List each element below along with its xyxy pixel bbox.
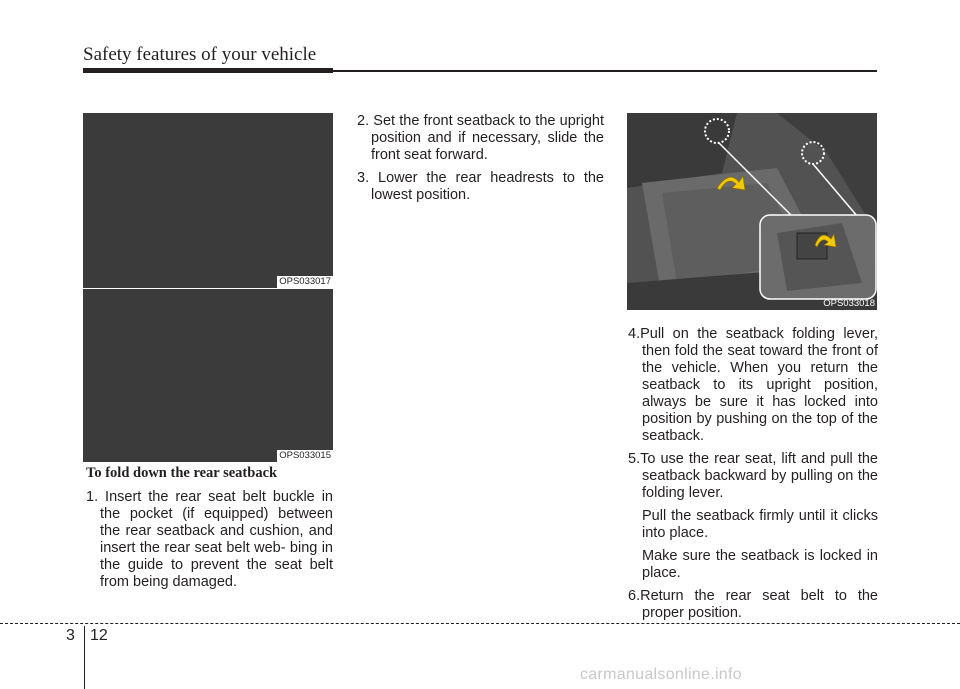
- step-6: 6.Return the rear seat belt to the proper position.: [628, 588, 878, 621]
- footer-page-number: 12: [90, 627, 108, 644]
- step-5: 5.To use the rear seat, lift and pull the seatback backward by pulling on the folding lever.: [628, 451, 878, 501]
- step-1: 1. Insert the rear seat belt buckle in the pocket (if equipped) between the rear seatback and cushion, and insert the rear seat belt web- bing in the guide to prevent the seat belt from being damaged.: [86, 489, 333, 590]
- header-rule-thick: [83, 68, 333, 73]
- watermark: carmanualsonline.info: [580, 666, 742, 683]
- section-heading: To fold down the rear seatback: [86, 465, 278, 481]
- seat-illustration: [627, 113, 877, 310]
- footer-rule: [0, 623, 960, 624]
- step-5-note-2: Make sure the seatback is locked in place.: [642, 548, 878, 581]
- figure-label: OPS033018: [823, 298, 875, 309]
- header-rule-thin: [333, 70, 877, 72]
- right-column-text: [628, 326, 878, 628]
- step-5-note-1: Pull the seatback firmly until it clicks into place.: [642, 508, 878, 541]
- figure-label: OPS033017: [279, 276, 331, 287]
- page-header-title: Safety features of your vehicle: [83, 44, 317, 65]
- figure-top-left: [83, 113, 333, 288]
- left-column-text: [86, 489, 333, 597]
- figure-right-seat: [627, 113, 877, 310]
- step-3: 3. Lower the rear headrests to the lowest position.: [357, 170, 604, 203]
- figure-bottom-left: [83, 289, 333, 462]
- figure-label: OPS033015: [279, 450, 331, 461]
- middle-column-text: [357, 113, 604, 210]
- footer-divider: [84, 626, 85, 689]
- step-2: 2. Set the front seatback to the upright position and if necessary, slide the front seat forward.: [357, 113, 604, 163]
- step-4: 4.Pull on the seatback folding lever, then fold the seat toward the front of the vehicle. When you return the seatback to its upright position, always be sure it has locked into position by pushing on the top of the seatback.: [628, 326, 878, 444]
- footer-chapter-number: 3: [66, 627, 75, 644]
